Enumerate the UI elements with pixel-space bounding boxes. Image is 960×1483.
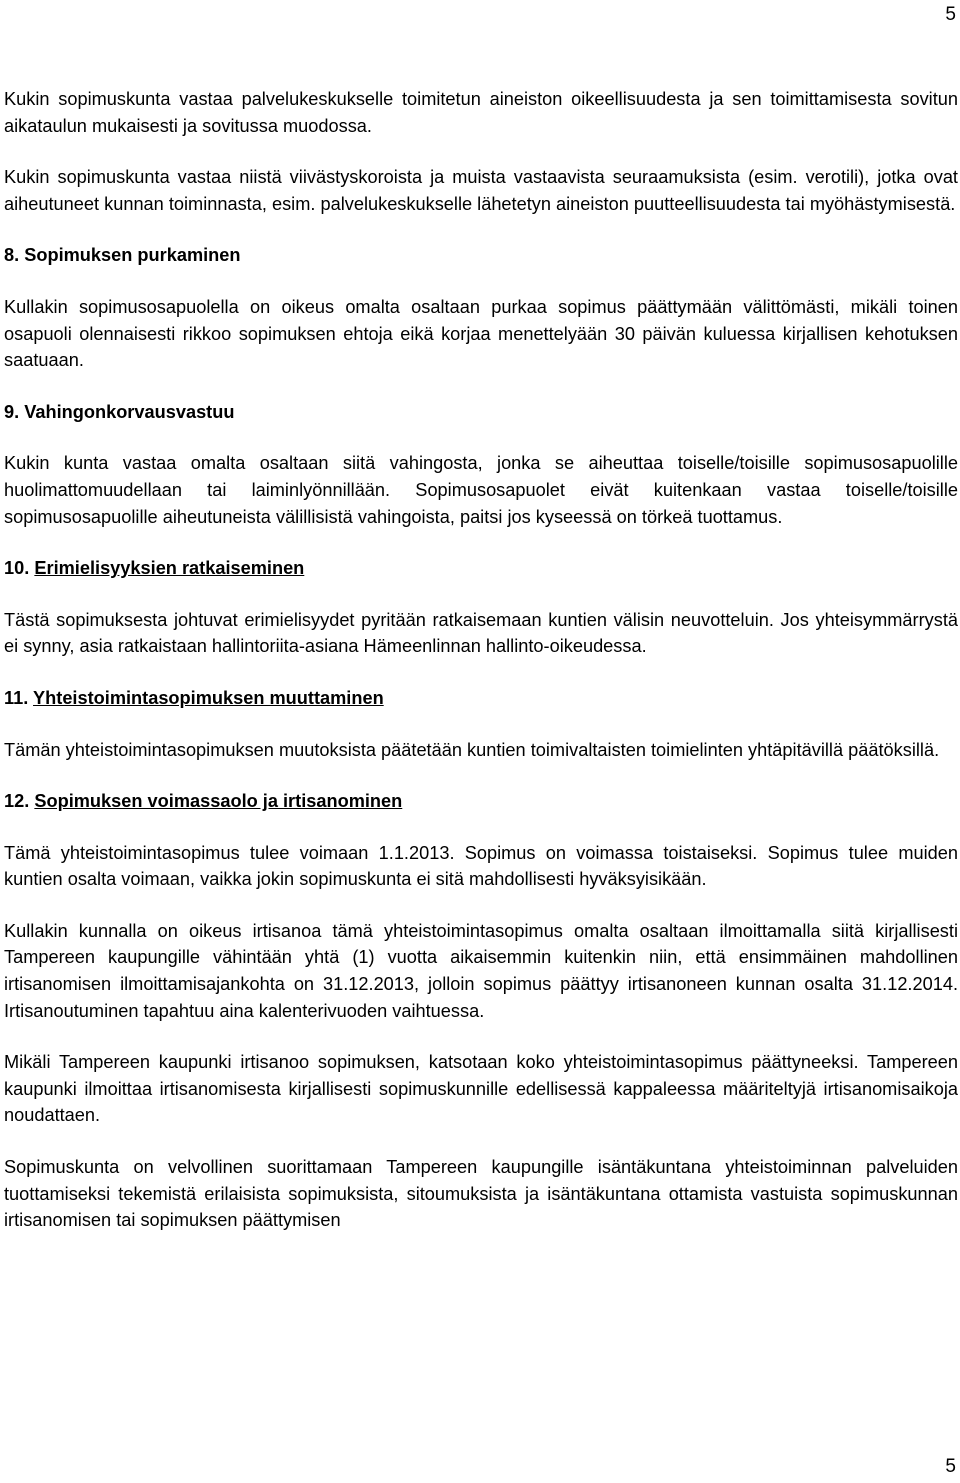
section-title: Yhteistoimintasopimuksen muuttaminen	[33, 687, 384, 708]
section-number: 10.	[4, 558, 30, 579]
paragraph: Kukin sopimuskunta vastaa palvelukeskukselle toimitetun aineiston oikeellisuudesta ja sen toimittamisesta sovitun aikataulun mukaisesti ja sovitussa muodossa.	[4, 89, 958, 136]
page-number-top: 5	[945, 4, 956, 25]
page-number-bottom: 5	[945, 1456, 956, 1477]
section-number: 9.	[4, 401, 20, 422]
paragraph: Tästä sopimuksesta johtuvat erimielisyydet pyritään ratkaisemaan kuntien välisin neuvotteluin. Jos yhteisymmärrystä ei synny, asia ratkaistaan hallintoriita-asiana Hämeenlinnan hallinto-oikeudessa.	[4, 609, 958, 657]
section-number: 8.	[4, 245, 20, 266]
section-heading-9	[4, 399, 958, 426]
section-heading-10	[4, 555, 958, 582]
paragraph: Kukin sopimuskunta vastaa niistä viivästyskoroista ja muista vastaavista seuraamuksista (esim. verotili), jotka ovat aiheutuneet kunnan toiminnasta, esim. palvelukeskukselle lähetetyn aineiston puutteellisuudesta tai myöhästymisestä.	[4, 167, 958, 214]
section-heading-11	[4, 685, 958, 712]
section-number: 12.	[4, 791, 30, 812]
paragraph: Kukin kunta vastaa omalta osaltaan siitä vahingosta, jonka se aiheuttaa toiselle/toisille sopimusosapuolille huolimattomuudellaan tai laiminlyönnillään. Sopimusosapuolet eivät kuitenkaan vastaa toiselle/toisille sopimusosapuolille aiheutuneista välillisistä vahingoista, paitsi jos kyseessä on törkeä tuottamus.	[4, 453, 958, 527]
paragraph: Tämän yhteistoimintasopimuksen muutoksista päätetään kuntien toimivaltaisten toimielinten yhtäpitävillä päätöksillä.	[4, 739, 940, 760]
section-title: Vahingonkorvausvastuu	[24, 401, 235, 422]
section-number: 11.	[4, 687, 29, 708]
paragraph: Kullakin kunnalla on oikeus irtisanoa tämä yhteistoimintasopimus omalta osaltaan ilmoittamalla siitä kirjallisesti Tampereen kaupungille vähintään yhtä (1) vuotta aikaisemmin kuitenkin niin, että ensimmäinen mahdollinen irtisanomisen ilmoittamisajankohta on 31.12.2013, jolloin sopimus päättyy irtisanoneen kunnan osalta 31.12.2014. Irtisanoutuminen tapahtuu aina kalenterivuoden vaihtuessa.	[4, 920, 958, 1021]
paragraph: Kullakin sopimusosapuolella on oikeus omalta osaltaan purkaa sopimus päättymään välittömästi, mikäli toinen osapuoli olennaisesti rikkoo sopimuksen ehtoja eikä korjaa menettelyään 30 päivän kuluessa kirjallisen kehotuksen saatuaan.	[4, 296, 958, 371]
section-heading-8	[4, 242, 958, 269]
paragraph: Sopimuskunta on velvollinen suorittamaan Tampereen kaupungille isäntäkuntana yhteistoiminnan palveluiden tuottamiseksi tekemistä erilaisista sopimuksista, sitoumuksista ja isäntäkuntana ottamista vastuista sopimuskunnan irtisanomisen tai sopimuksen päättymisen	[4, 1157, 958, 1231]
section-title: Erimielisyyksien ratkaiseminen	[34, 558, 305, 579]
section-title: Sopimuksen voimassaolo ja irtisanominen	[34, 791, 403, 812]
document-body	[4, 86, 958, 1234]
section-title: Sopimuksen purkaminen	[24, 245, 241, 266]
paragraph: Tämä yhteistoimintasopimus tulee voimaan 1.1.2013. Sopimus on voimassa toistaiseksi. Sopimus tulee muiden kuntien osalta voimaan, vaikka jokin sopimuskunta ei sitä mahdollisesti hyväksyisikään.	[4, 842, 958, 890]
section-heading-12	[4, 788, 958, 815]
paragraph: Mikäli Tampereen kaupunki irtisanoo sopimuksen, katsotaan koko yhteistoimintasopimus päättyneeksi. Tampereen kaupunki ilmoittaa irtisanomisesta kirjallisesti sopimuskunnille edellisessä kappaleessa määriteltyjä irtisanomisaikoja noudattaen.	[4, 1052, 958, 1126]
